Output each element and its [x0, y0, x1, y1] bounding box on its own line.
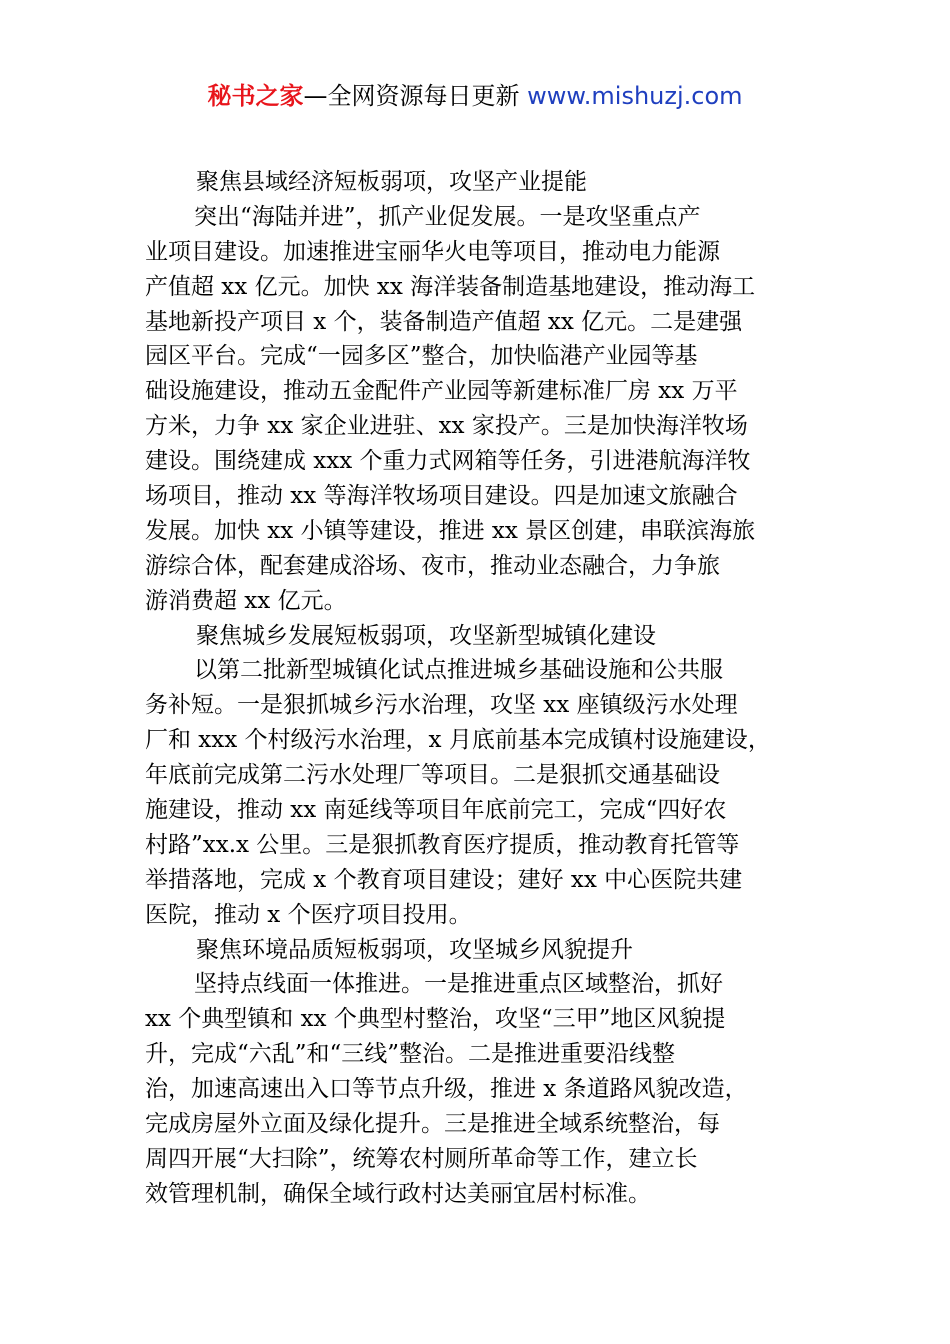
- paragraph-line: 产值超 xx 亿元。加快 xx 海洋装备制造基地建设，推动海工: [145, 273, 756, 300]
- paragraph-line: 务补短。一是狠抓城乡污水治理，攻坚 xx 座镇级污水处理: [145, 692, 738, 719]
- header-tagline: —全网资源每日更新: [303, 82, 528, 110]
- paragraph-line: 厂和 xxx 个村级污水治理，x 月底前基本完成镇村设施建设，: [145, 727, 771, 754]
- paragraph-line: 园区平台。完成“一园多区”整合，加快临港产业园等基: [145, 343, 698, 370]
- paragraph-line: 完成房屋外立面及绿化提升。三是推进全域系统整治，每: [145, 1111, 720, 1138]
- paragraph-line: 场项目，推动 xx 等海洋牧场项目建设。四是加速文旅融合: [145, 483, 738, 510]
- paragraph-line: 施建设，推动 xx 南延线等项目年底前完工，完成“四好农: [145, 797, 727, 824]
- paragraph-line: 医院，推动 x 个医疗项目投用。: [145, 901, 472, 928]
- site-url-link[interactable]: www.mishuzj.com: [527, 82, 743, 110]
- paragraph-line: 础设施建设，推动五金配件产业园等新建标准厂房 xx 万平: [145, 378, 738, 405]
- paragraph-line: 基地新投产项目 x 个，装备制造产值超 xx 亿元。二是建强: [145, 308, 743, 335]
- section-heading: 聚焦县域经济短板弱项，攻坚产业提能: [196, 169, 587, 195]
- paragraph-line: 建设。围绕建成 xxx 个重力式网箱等任务，引进港航海洋牧: [145, 448, 751, 475]
- paragraph-line: 治，加速高速出入口等节点升级，推进 x 条道路风貌改造，: [145, 1076, 748, 1103]
- paragraph-line: 升，完成“六乱”和“三线”整治。二是推进重要沿线整: [145, 1041, 676, 1068]
- paragraph-line: 方米，力争 xx 家企业进驻、xx 家投产。三是加快海洋牧场: [145, 413, 748, 440]
- paragraph-line: 以第二批新型城镇化试点推进城乡基础设施和公共服: [194, 657, 723, 684]
- section-heading: 聚焦环境品质短板弱项，攻坚城乡风貌提升: [196, 936, 633, 963]
- brand-name: 秘书之家: [207, 82, 304, 110]
- paragraph-line: 发展。加快 xx 小镇等建设，推进 xx 景区创建，串联滨海旅: [145, 517, 756, 544]
- paragraph-line: 坚持点线面一体推进。一是推进重点区域整治，抓好: [194, 971, 723, 998]
- page-header: [0, 78, 950, 114]
- paragraph-line: 游消费超 xx 亿元。: [145, 587, 347, 614]
- paragraph-line: xx 个典型镇和 xx 个典型村整治，攻坚“三甲”地区风貌提: [145, 1006, 726, 1033]
- paragraph-line: 业项目建设。加速推进宝丽华火电等项目，推动电力能源: [145, 238, 720, 265]
- paragraph-line: 周四开展“大扫除”，统筹农村厕所革命等工作，建立长: [145, 1145, 698, 1172]
- document-body: [145, 165, 825, 1212]
- paragraph-line: 游综合体，配套建成浴场、夜市，推动业态融合，力争旅: [145, 552, 720, 579]
- paragraph-line: 年底前完成第二污水处理厂等项目。二是狠抓交通基础设: [145, 762, 720, 789]
- paragraph-line: 效管理机制，确保全域行政村达美丽宜居村标准。: [145, 1180, 651, 1207]
- paragraph-line: 举措落地，完成 x 个教育项目建设；建好 xx 中心医院共建: [145, 866, 743, 893]
- paragraph-line: 村路”xx.x 公里。三是狠抓教育医疗提质，推动教育托管等: [145, 831, 740, 858]
- paragraph-line: 突出“海陆并进”，抓产业促发展。一是攻坚重点产: [194, 203, 701, 230]
- section-heading: 聚焦城乡发展短板弱项，攻坚新型城镇化建设: [196, 622, 656, 649]
